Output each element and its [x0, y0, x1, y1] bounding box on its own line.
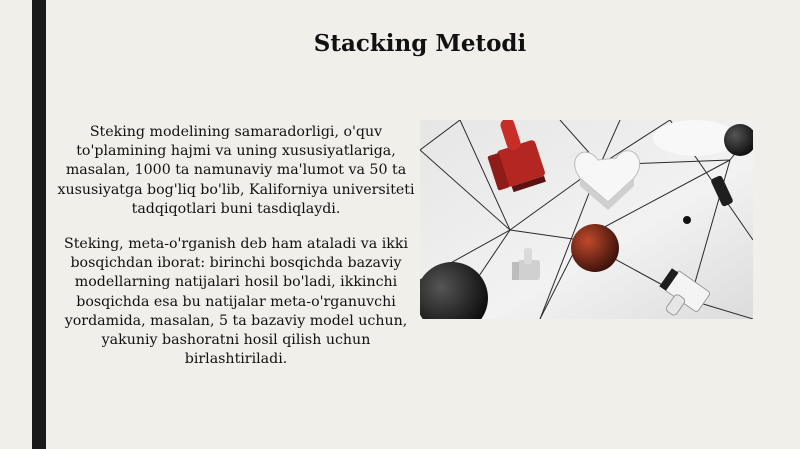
network-illustration-icon — [420, 120, 753, 319]
paragraph-2: Steking, meta-o'rganish deb ham ataladi va ikki bosqichdan iborat: birinchi bosqichda bazaviy modellarning natijalari hosil bo'ladi, ikkinchi bosqichda esa bu natijalar meta-o'rganuvchi yordamida, masalan, 5 ta bazaviy model uchun, yakuniy bashoratni hosil qilish uchun birlashtiriladi. — [64, 236, 408, 368]
left-accent-stripe — [32, 0, 46, 449]
left-accent-bar — [0, 0, 34, 449]
slide-body — [56, 123, 416, 385]
slide-title: Stacking Metodi — [313, 30, 527, 57]
paragraph-1: Steking modelining samaradorligi, o'quv to'plamining hajmi va uning xususiyatlariga, masalan, 1000 ta namunaviy ma'lumot va 50 ta xususiyatga bog'liq bo'lib, Kaliforniya universiteti tadqiqotlari buni tasdiqlaydi. — [57, 124, 415, 217]
network-thumbs-up-image — [420, 120, 753, 319]
